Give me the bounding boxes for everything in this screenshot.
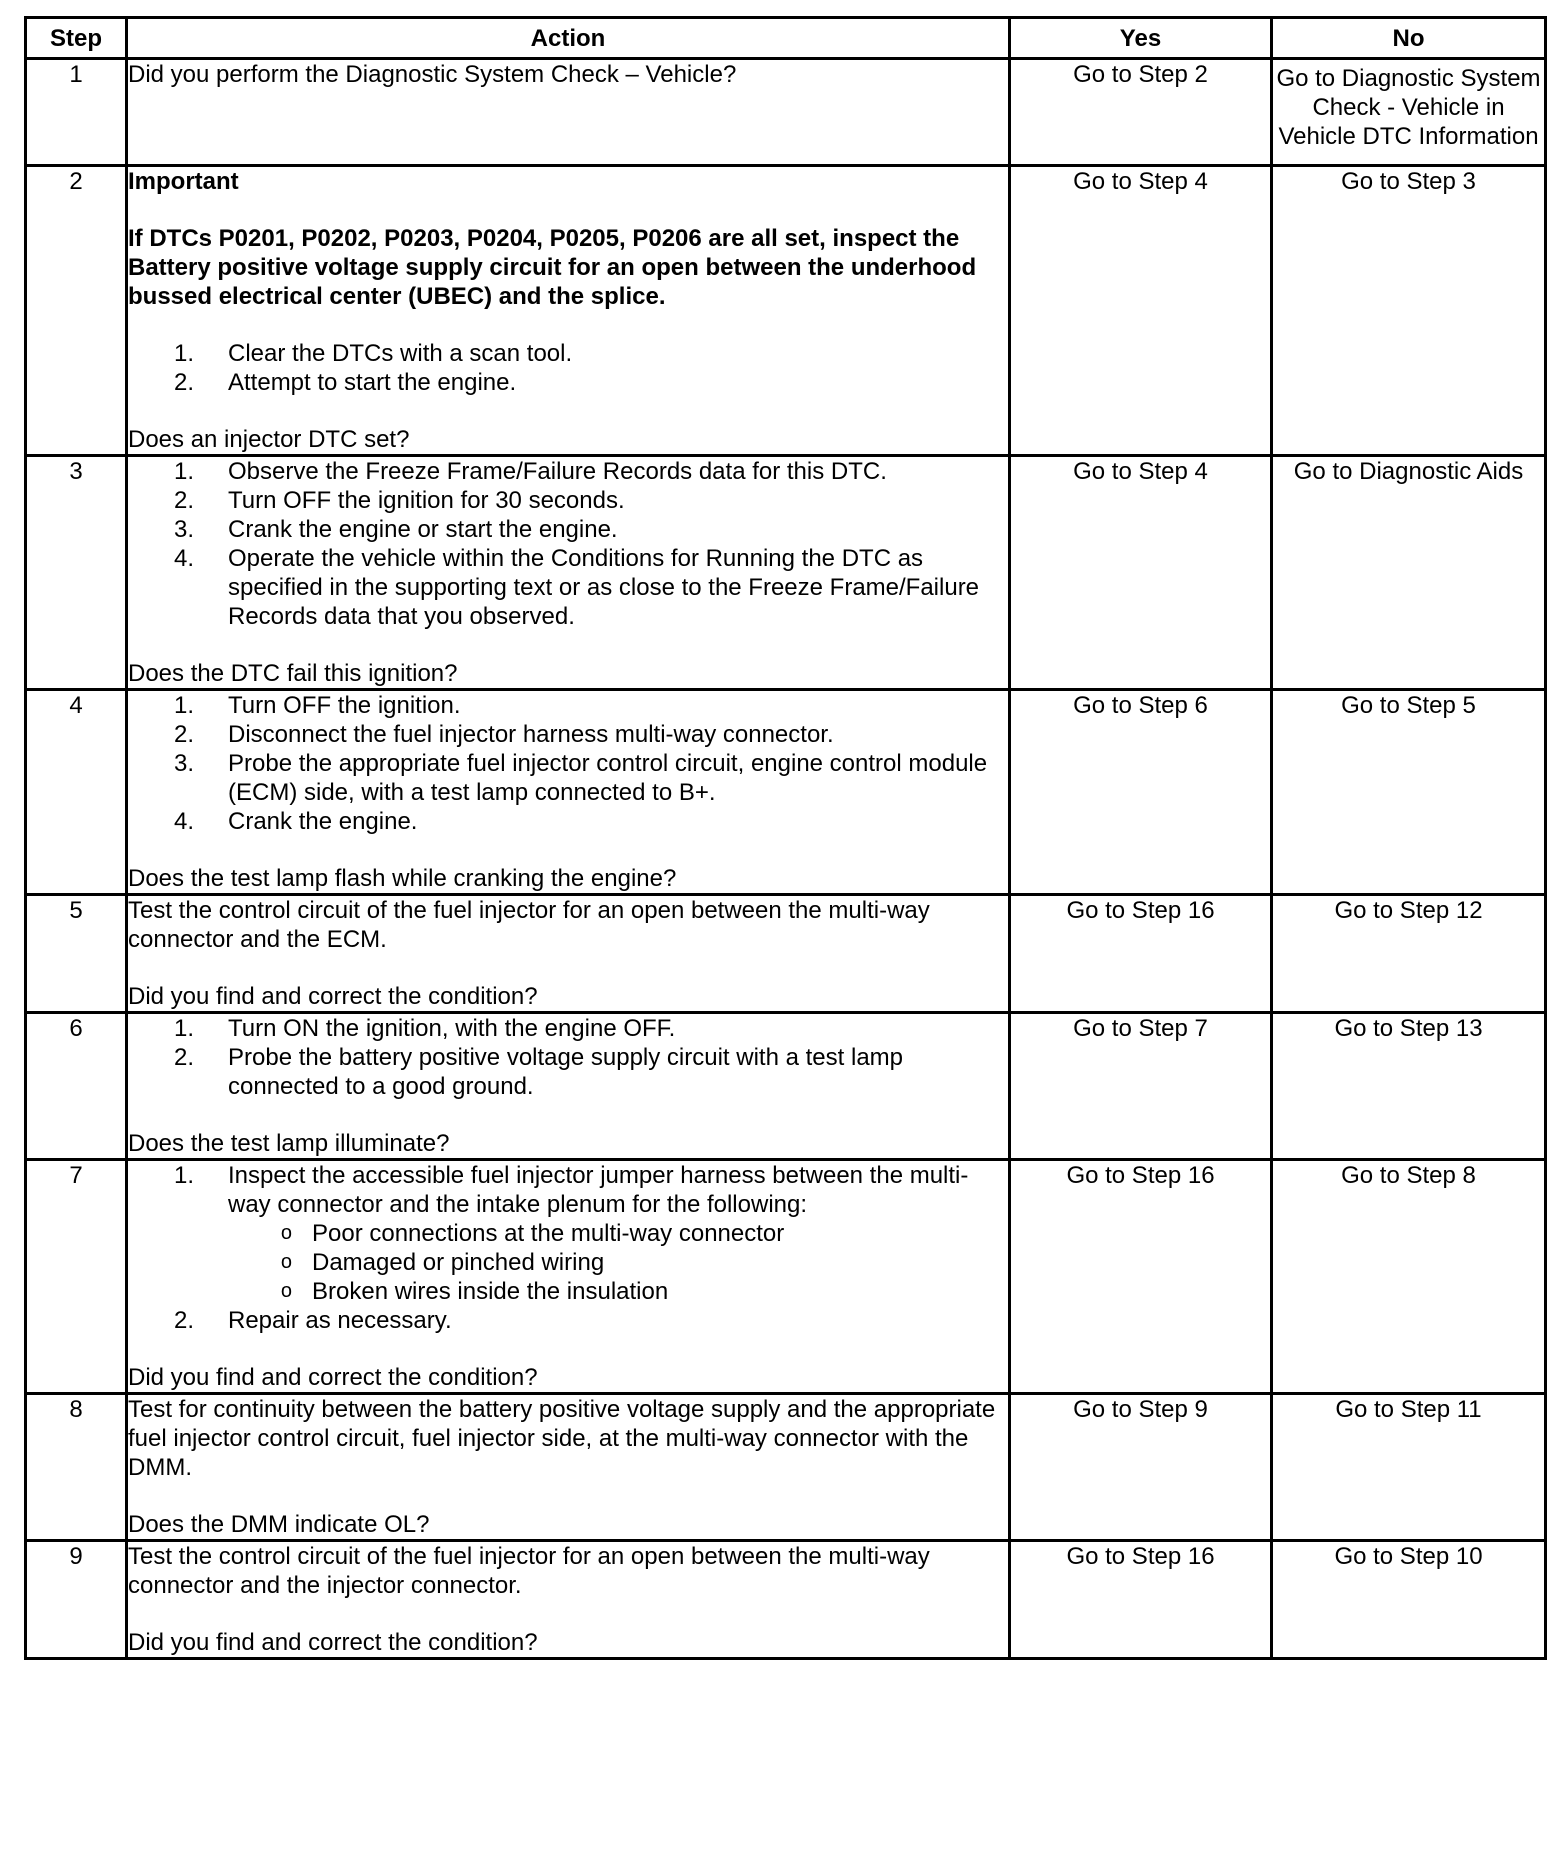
list-item (128, 457, 1008, 486)
no-cell: Go to Step 12 (1272, 895, 1546, 1013)
table-row (26, 59, 1546, 166)
item-text: Turn ON the ignition, with the engine OFF. (228, 1015, 676, 1042)
table-row (26, 166, 1546, 456)
list-item (128, 1014, 1008, 1043)
list-item (128, 749, 1008, 807)
item-text: Disconnect the fuel injector harness multi-way connector. (228, 721, 834, 748)
action-text: Test for continuity between the battery positive voltage supply and the appropriate fuel injector control circuit, fuel injector side, at the multi-way connector with the DMM. (128, 1396, 996, 1481)
action-cell (127, 895, 1010, 1013)
question-text: Does the test lamp flash while cranking the engine? (128, 865, 677, 892)
table-row (26, 456, 1546, 690)
item-number: 1. (174, 1162, 195, 1189)
header-step: Step (26, 18, 127, 59)
sub-list-item (228, 1248, 1008, 1277)
table-row (26, 1160, 1546, 1394)
item-text: Turn OFF the ignition. (228, 692, 461, 719)
item-number: 2. (174, 369, 195, 396)
list-item (128, 1043, 1008, 1101)
header-row (26, 18, 1546, 59)
bullet-icon: o (280, 1280, 292, 1302)
list-item (128, 339, 1008, 368)
yes-cell: Go to Step 16 (1010, 1160, 1272, 1394)
question-text: Does the DTC fail this ignition? (128, 660, 458, 687)
procedure-list (128, 1161, 1008, 1335)
no-cell: Go to Diagnostic System Check - Vehicle in Vehicle DTC Information (1272, 59, 1546, 166)
sub-list (228, 1219, 1008, 1306)
table-row (26, 1013, 1546, 1160)
item-text: Crank the engine or start the engine. (228, 516, 618, 543)
list-item (128, 691, 1008, 720)
yes-cell: Go to Step 6 (1010, 690, 1272, 895)
item-text: Operate the vehicle within the Conditions for Running the DTC as specified in the supporting text or as close to the Freeze Frame/Failure Records data that you observed. (228, 545, 980, 630)
header-yes: Yes (1010, 18, 1272, 59)
no-cell: Go to Step 13 (1272, 1013, 1546, 1160)
item-number: 1. (174, 692, 195, 719)
table-row (26, 690, 1546, 895)
item-text: Attempt to start the engine. (228, 369, 517, 396)
item-text: Crank the engine. (228, 808, 418, 835)
question-text: Did you find and correct the condition? (128, 983, 538, 1010)
header-no: No (1272, 18, 1546, 59)
item-number: 1. (174, 340, 195, 367)
item-number: 3. (174, 750, 195, 777)
no-cell: Go to Diagnostic Aids (1272, 456, 1546, 690)
item-number: 4. (174, 545, 195, 572)
table-row (26, 1394, 1546, 1541)
item-number: 3. (174, 516, 195, 543)
important-text: If DTCs P0201, P0202, P0203, P0204, P0205, P0206 are all set, inspect the Battery positive voltage supply circuit for an open between the underhood bussed electrical center (UBEC) and the splice. (128, 225, 977, 310)
action-cell (127, 690, 1010, 895)
action-cell (127, 166, 1010, 456)
sub-item-text: Broken wires inside the insulation (312, 1278, 669, 1305)
procedure-list (128, 691, 1008, 836)
item-number: 1. (174, 1015, 195, 1042)
item-number: 1. (174, 458, 195, 485)
action-cell (127, 1394, 1010, 1541)
step-number: 9 (26, 1541, 127, 1659)
action-text: Test the control circuit of the fuel injector for an open between the multi-way connector and the injector connector. (128, 1543, 930, 1599)
sub-list-item (228, 1219, 1008, 1248)
step-number: 8 (26, 1394, 127, 1541)
question-text: Did you find and correct the condition? (128, 1364, 538, 1391)
list-item (128, 1306, 1008, 1335)
yes-cell: Go to Step 2 (1010, 59, 1272, 166)
list-item (128, 720, 1008, 749)
question-text: Does the test lamp illuminate? (128, 1130, 450, 1157)
item-number: 2. (174, 721, 195, 748)
sub-list-item (228, 1277, 1008, 1306)
action-cell (127, 1541, 1010, 1659)
action-cell (127, 59, 1010, 166)
item-number: 2. (174, 1307, 195, 1334)
item-number: 4. (174, 808, 195, 835)
item-text: Repair as necessary. (228, 1307, 452, 1334)
list-item (128, 1161, 1008, 1306)
yes-cell: Go to Step 16 (1010, 895, 1272, 1013)
sub-item-text: Damaged or pinched wiring (312, 1249, 605, 1276)
yes-cell: Go to Step 4 (1010, 166, 1272, 456)
list-item (128, 368, 1008, 397)
item-text: Observe the Freeze Frame/Failure Records data for this DTC. (228, 458, 887, 485)
header-action: Action (127, 18, 1010, 59)
procedure-list (128, 457, 1008, 631)
list-item (128, 515, 1008, 544)
step-number: 4 (26, 690, 127, 895)
procedure-list (128, 1014, 1008, 1101)
yes-cell: Go to Step 16 (1010, 1541, 1272, 1659)
no-cell: Go to Step 10 (1272, 1541, 1546, 1659)
list-item (128, 544, 1008, 631)
sub-item-text: Poor connections at the multi-way connector (312, 1220, 785, 1247)
item-text: Probe the appropriate fuel injector control circuit, engine control module (ECM) side, with a test lamp connected to B+. (228, 750, 988, 806)
no-cell: Go to Step 8 (1272, 1160, 1546, 1394)
step-number: 1 (26, 59, 127, 166)
step-number: 3 (26, 456, 127, 690)
no-cell: Go to Step 11 (1272, 1394, 1546, 1541)
yes-cell: Go to Step 7 (1010, 1013, 1272, 1160)
question-text: Did you find and correct the condition? (128, 1629, 538, 1656)
action-text: Test the control circuit of the fuel injector for an open between the multi-way connector and the ECM. (128, 897, 930, 953)
item-text: Turn OFF the ignition for 30 seconds. (228, 487, 625, 514)
yes-cell: Go to Step 9 (1010, 1394, 1272, 1541)
item-text: Probe the battery positive voltage supply circuit with a test lamp connected to a good ground. (228, 1044, 903, 1100)
step-number: 7 (26, 1160, 127, 1394)
important-label: Important (128, 168, 239, 195)
procedure-list (128, 339, 1008, 397)
no-cell: Go to Step 5 (1272, 690, 1546, 895)
question-text: Does an injector DTC set? (128, 426, 410, 453)
step-number: 5 (26, 895, 127, 1013)
step-number: 6 (26, 1013, 127, 1160)
item-text: Clear the DTCs with a scan tool. (228, 340, 573, 367)
table-row (26, 1541, 1546, 1659)
table-row (26, 895, 1546, 1013)
diagnostic-table (24, 16, 1547, 1660)
yes-cell: Go to Step 4 (1010, 456, 1272, 690)
bullet-icon: o (280, 1222, 292, 1244)
list-item (128, 486, 1008, 515)
action-text: Did you perform the Diagnostic System Check – Vehicle? (128, 61, 737, 88)
bullet-icon: o (280, 1251, 292, 1273)
question-text: Does the DMM indicate OL? (128, 1511, 430, 1538)
list-item (128, 807, 1008, 836)
item-number: 2. (174, 1044, 195, 1071)
item-number: 2. (174, 487, 195, 514)
item-text: Inspect the accessible fuel injector jumper harness between the multi-way connector and the intake plenum for the following: (228, 1162, 969, 1218)
action-cell (127, 1013, 1010, 1160)
action-cell (127, 1160, 1010, 1394)
action-cell (127, 456, 1010, 690)
no-cell: Go to Step 3 (1272, 166, 1546, 456)
step-number: 2 (26, 166, 127, 456)
